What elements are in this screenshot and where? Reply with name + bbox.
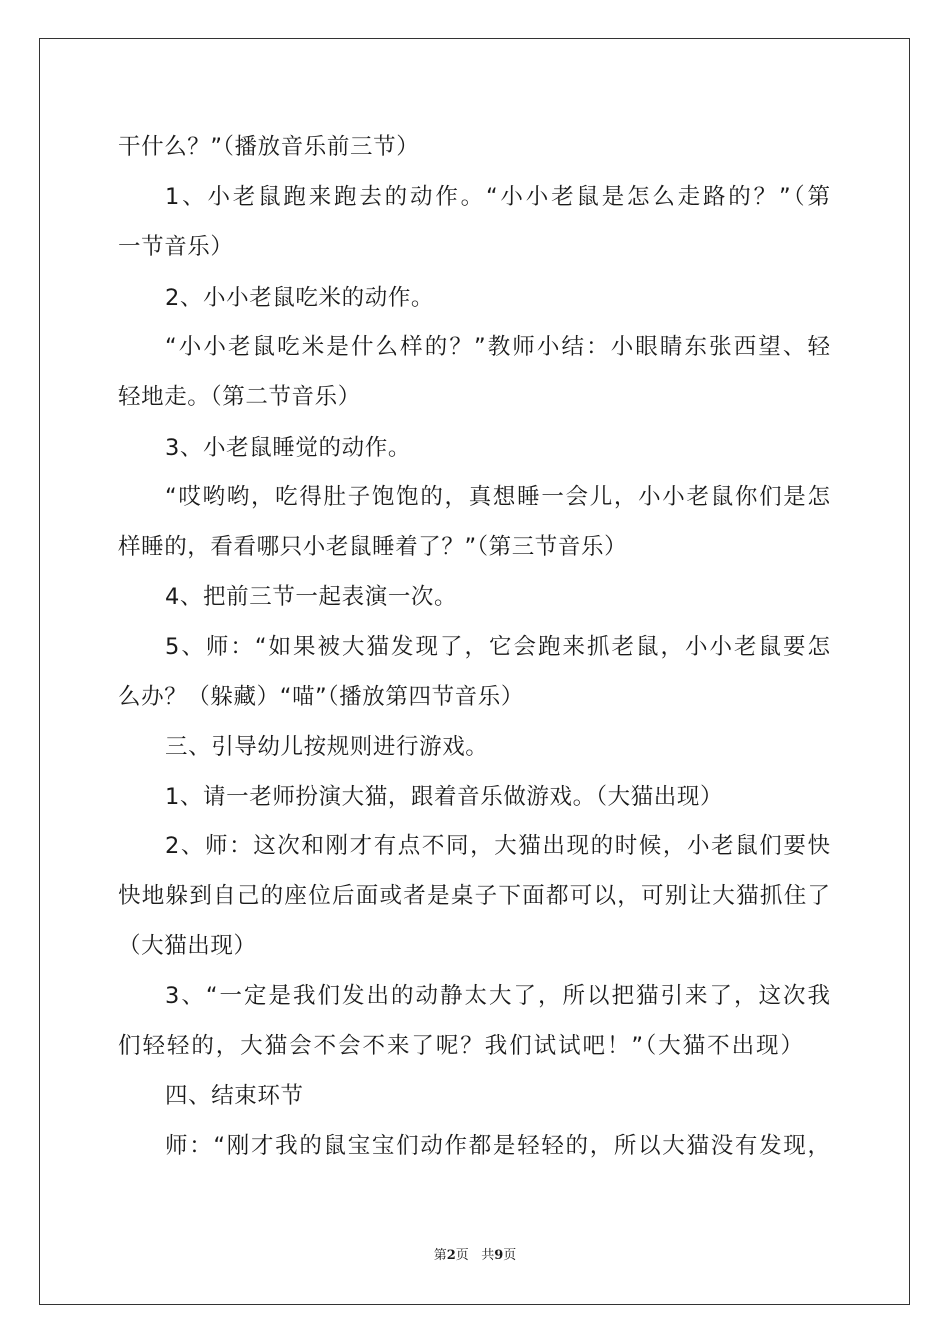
text-line: 1、小老鼠跑来跑去的动作。“小小老鼠是怎么走路的？”（第	[165, 184, 830, 210]
text-line: 们轻轻的，大猫会不会不来了呢？我们试试吧！”（大猫不出现）	[118, 1033, 803, 1059]
text-line: 干什么？”（播放音乐前三节）	[118, 134, 420, 160]
text-line: 3、小老鼠睡觉的动作。	[165, 435, 411, 461]
text-line: 2、师：这次和刚才有点不同，大猫出现的时候，小老鼠们要快	[165, 833, 830, 859]
text-line: （大猫出现）	[118, 933, 257, 959]
text-line: 4、把前三节一起表演一次。	[165, 584, 458, 610]
text-line: 轻地走。（第二节音乐）	[118, 384, 361, 410]
text-line: 2、小小老鼠吃米的动作。	[165, 285, 435, 311]
page-current: 2	[446, 1248, 456, 1263]
text-line: 一节音乐）	[118, 234, 234, 260]
page-footer	[0, 1247, 950, 1265]
text-line: 1、请一老师扮演大猫，跟着音乐做游戏。（大猫出现）	[165, 784, 724, 810]
text-line: 四、结束环节	[165, 1083, 304, 1109]
text-line: 3、“一定是我们发出的动静太大了，所以把猫引来了，这次我	[165, 983, 830, 1009]
total-suffix: 页	[503, 1248, 517, 1263]
page-total: 9	[494, 1248, 504, 1263]
text-line: 师：“刚才我的鼠宝宝们动作都是轻轻的，所以大猫没有发现，	[165, 1133, 830, 1159]
text-line: 么办？（躲藏）“喵”（播放第四节音乐）	[118, 684, 524, 710]
text-line: 5、师：“如果被大猫发现了，它会跑来抓老鼠，小小老鼠要怎	[165, 634, 830, 660]
page-suffix: 页	[455, 1248, 469, 1263]
text-line: 快地躲到自己的座位后面或者是桌子下面都可以，可别让大猫抓住了	[118, 883, 830, 909]
text-line: “哎哟哟，吃得肚子饱饱的，真想睡一会儿，小小老鼠你们是怎	[165, 484, 830, 510]
total-prefix: 共	[481, 1248, 495, 1263]
text-line: 样睡的，看看哪只小老鼠睡着了？”（第三节音乐）	[118, 534, 628, 560]
page-prefix: 第	[433, 1248, 447, 1263]
page-border	[39, 38, 910, 1305]
text-line: “小小老鼠吃米是什么样的？”教师小结：小眼睛东张西望、轻	[165, 334, 830, 360]
text-line: 三、引导幼儿按规则进行游戏。	[165, 734, 489, 760]
